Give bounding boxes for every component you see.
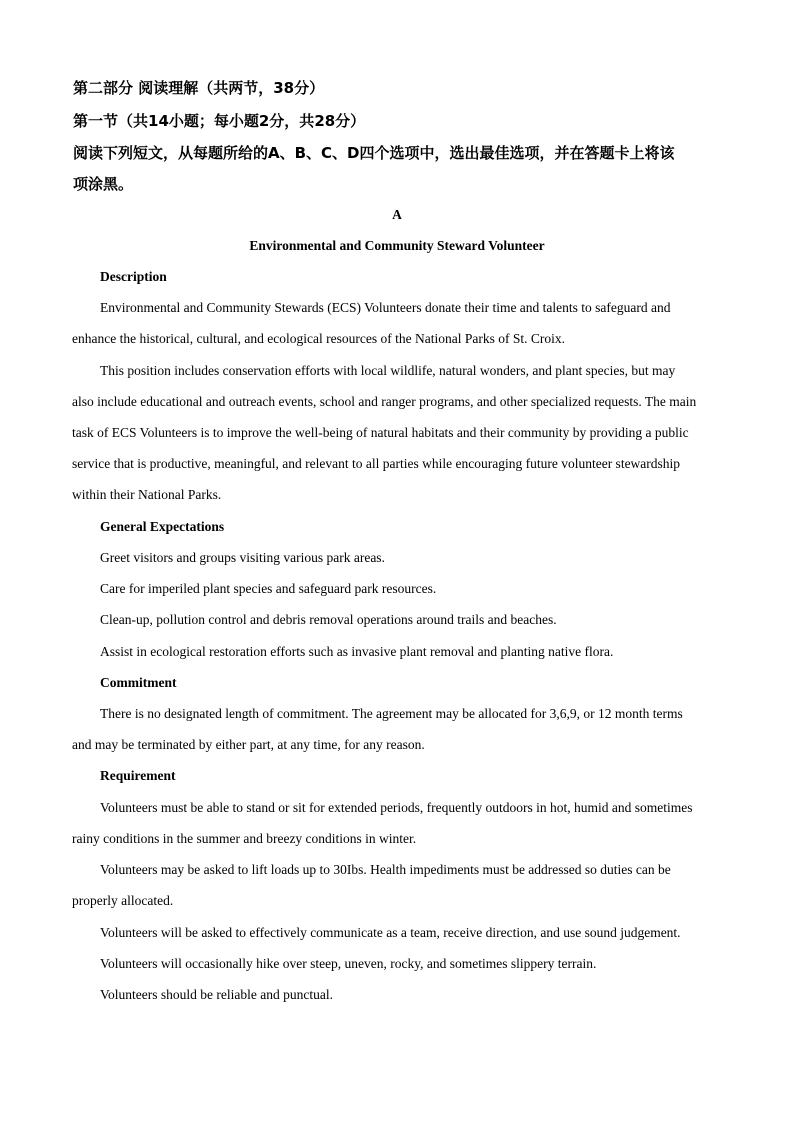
requirement-1-line-1: Volunteers must be able to stand or sit for extended periods, frequently outdoors in hot, humid and sometimes: [100, 800, 693, 815]
description-p2-line-5: within their National Parks.: [72, 487, 222, 502]
commitment-line-2: and may be terminated by either part, at any time, for any reason.: [72, 737, 425, 752]
passage-letter: A: [392, 207, 402, 222]
part-heading: 第二部分 阅读理解（共两节，38分）: [73, 79, 325, 97]
description-p2-line-2: also include educational and outreach events, school and ranger programs, and other specialized requests. The main: [72, 394, 697, 409]
expectation-item: Assist in ecological restoration efforts such as invasive plant removal and planting native flora.: [100, 644, 614, 659]
requirement-5: Volunteers should be reliable and punctual.: [100, 987, 333, 1002]
requirement-1-line-2: rainy conditions in the summer and breezy conditions in winter.: [72, 831, 417, 846]
description-p2-line-4: service that is productive, meaningful, and relevant to all parties while encouraging future volunteer stewardship: [72, 456, 681, 471]
expectation-item: Clean-up, pollution control and debris removal operations around trails and beaches.: [100, 612, 557, 627]
requirement-2-line-1: Volunteers may be asked to lift loads up to 30Ibs. Health impediments must be addressed so duties can be: [100, 862, 671, 877]
description-p2-line-3: task of ECS Volunteers is to improve the well-being of natural habitats and their community by providing a public: [72, 425, 689, 440]
passage-title: Environmental and Community Steward Volunteer: [249, 238, 545, 253]
expectation-item: Care for imperiled plant species and safeguard park resources.: [100, 581, 437, 596]
instruction-line-1: 阅读下列短文，从每题所给的A、B、C、D四个选项中，选出最佳选项，并在答题卡上将该: [73, 144, 675, 162]
requirement-2-line-2: properly allocated.: [72, 893, 174, 908]
description-p1-line-2: enhance the historical, cultural, and ecological resources of the National Parks of St. Croix.: [72, 331, 565, 346]
description-p2-line-1: This position includes conservation efforts with local wildlife, natural wonders, and plant species, but may: [100, 363, 676, 378]
instruction-line-2: 项涂黑。: [73, 175, 134, 193]
expectations-heading: General Expectations: [100, 519, 225, 534]
requirement-heading: Requirement: [100, 768, 176, 783]
description-p1-line-1: Environmental and Community Stewards (ECS) Volunteers donate their time and talents to safeguard and: [100, 300, 671, 315]
description-heading: Description: [100, 269, 167, 284]
commitment-heading: Commitment: [100, 675, 177, 690]
requirement-3: Volunteers will be asked to effectively communicate as a team, receive direction, and use sound judgement.: [100, 925, 681, 940]
requirement-4: Volunteers will occasionally hike over steep, uneven, rocky, and sometimes slippery terrain.: [100, 956, 597, 971]
section-heading: 第一节（共14小题；每小题2分，共28分）: [73, 112, 366, 130]
expectation-item: Greet visitors and groups visiting various park areas.: [100, 550, 385, 565]
commitment-line-1: There is no designated length of commitment. The agreement may be allocated for 3,6,9, or 12 month terms: [100, 706, 683, 721]
